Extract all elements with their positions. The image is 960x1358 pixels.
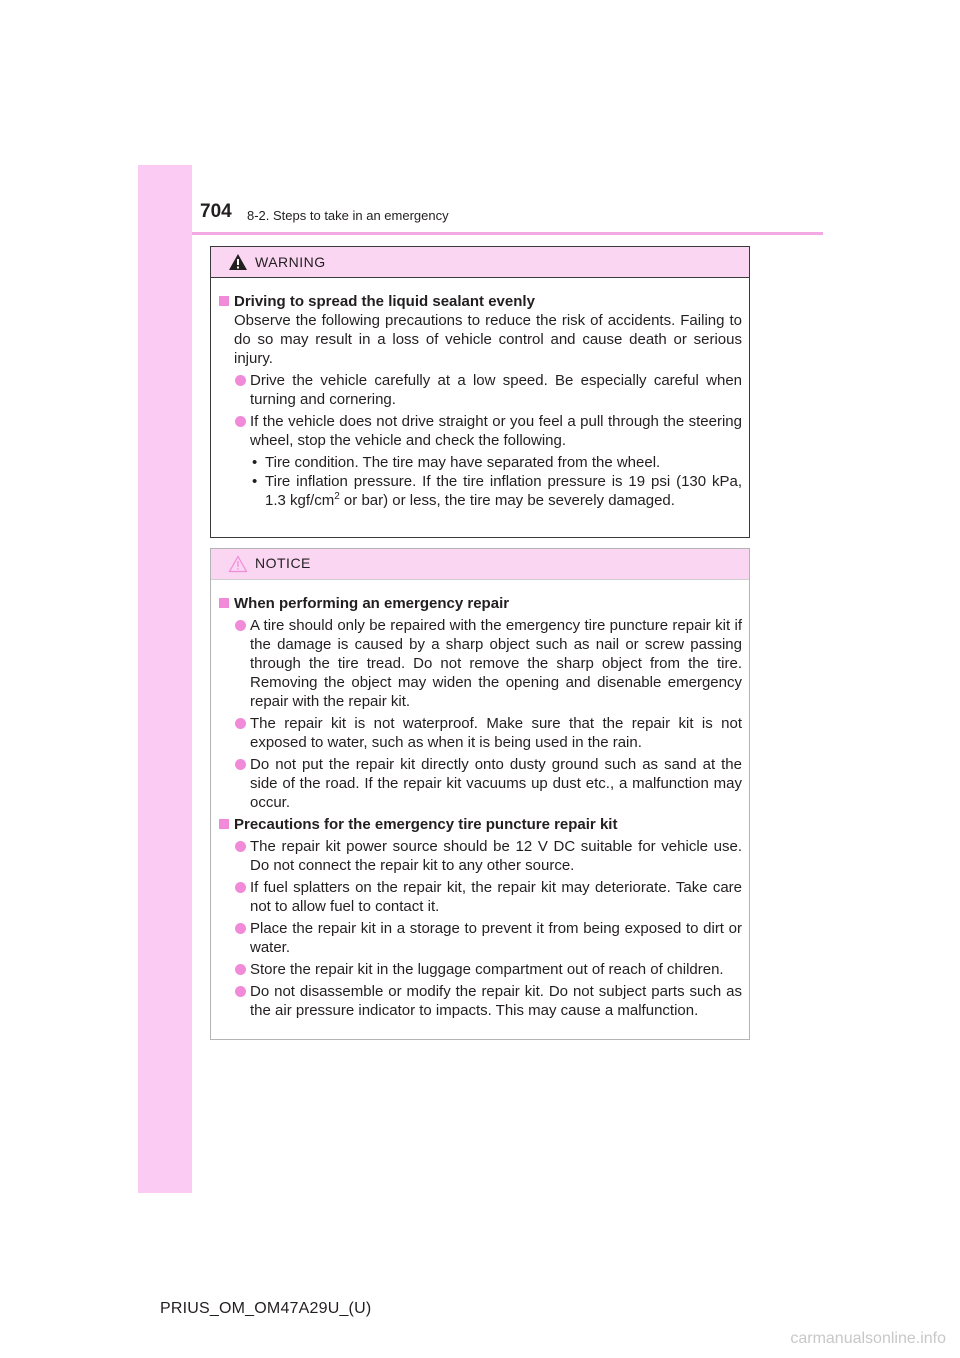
sub-bullet-mark: •: [252, 454, 258, 471]
list-item: If fuel splatters on the repair kit, the repair kit may deteriorate. Take care not to allow fuel to contact it.: [219, 878, 742, 916]
sub-bullet-mark: •: [252, 473, 258, 490]
square-bullet-icon: [219, 819, 229, 829]
circle-bullet-icon: [235, 416, 246, 427]
notice-triangle-icon: [228, 555, 248, 573]
circle-bullet-icon: [235, 718, 246, 729]
sub-list-item: • Tire inflation pressure. If the tire inflation pressure is 19 psi (130 kPa, 1.3 kgf/$cm^2$ or bar) or less, the tire may be severely damaged.: [252, 473, 742, 509]
list-item: Do not disassemble or modify the repair kit. Do not subject parts such as the air pressure indicator to impacts. This may cause a malfunction.: [219, 982, 742, 1020]
notice-body: [211, 580, 749, 1020]
square-bullet-icon: [219, 296, 229, 306]
section-title: 8-2. Steps to take in an emergency: [247, 208, 449, 223]
warning-header: [211, 247, 749, 278]
warning-box: [210, 246, 750, 538]
page-number: 704: [200, 201, 232, 222]
circle-bullet-icon: [235, 375, 246, 386]
warning-intro: Observe the following precautions to reduce the risk of accidents. Failing to do so may result in a loss of vehicle control and cause death or serious injury.: [234, 312, 742, 367]
warning-label: WARNING: [255, 254, 326, 270]
circle-bullet-icon: [235, 923, 246, 934]
notice-label: NOTICE: [255, 555, 311, 571]
circle-bullet-icon: [235, 986, 246, 997]
list-item: Store the repair kit in the luggage compartment out of reach of children.: [219, 960, 742, 979]
circle-bullet-icon: [235, 841, 246, 852]
header-rule: [192, 232, 823, 235]
list-item: Drive the vehicle carefully at a low speed. Be especially careful when turning and cornering.: [219, 371, 742, 409]
notice-heading-kit: Precautions for the emergency tire puncture repair kit: [219, 815, 742, 834]
list-item: A tire should only be repaired with the emergency tire puncture repair kit if the damage is caused by a sharp object such as nail or screw passing through the tire tread. Do not remove the sharp object from the tire. Removing the object may widen the opening and disenable emergency repair with the repair kit.: [219, 616, 742, 711]
watermark: carmanualsonline.info: [790, 1330, 946, 1347]
list-item: The repair kit is not waterproof. Make sure that the repair kit is not exposed to water, such as when it is being used in the rain.: [219, 714, 742, 752]
circle-bullet-icon: [235, 882, 246, 893]
list-item: Do not put the repair kit directly onto dusty ground such as sand at the side of the road. If the repair kit vacuums up dust etc., a malfunction may occur.: [219, 755, 742, 812]
document-code: PRIUS_OM_OM47A29U_(U): [160, 1300, 372, 1317]
circle-bullet-icon: [235, 759, 246, 770]
notice-heading-repair: When performing an emergency repair: [219, 594, 742, 613]
list-item: If the vehicle does not drive straight or you feel a pull through the steering wheel, stop the vehicle and check the following.: [219, 412, 742, 450]
notice-header: [211, 549, 749, 580]
list-item: The repair kit power source should be 12 V DC suitable for vehicle use. Do not connect the repair kit to any other source.: [219, 837, 742, 875]
list-item: Place the repair kit in a storage to prevent it from being exposed to dirt or water.: [219, 919, 742, 957]
notice-box: [210, 548, 750, 1040]
square-bullet-icon: [219, 598, 229, 608]
warning-body: [211, 278, 749, 510]
warning-heading: Driving to spread the liquid sealant evenly: [219, 292, 742, 311]
side-color-band: [138, 165, 192, 1193]
circle-bullet-icon: [235, 620, 246, 631]
circle-bullet-icon: [235, 964, 246, 975]
warning-triangle-icon: [228, 253, 248, 271]
sub-list-item: • Tire condition. The tire may have separated from the wheel.: [252, 454, 661, 471]
